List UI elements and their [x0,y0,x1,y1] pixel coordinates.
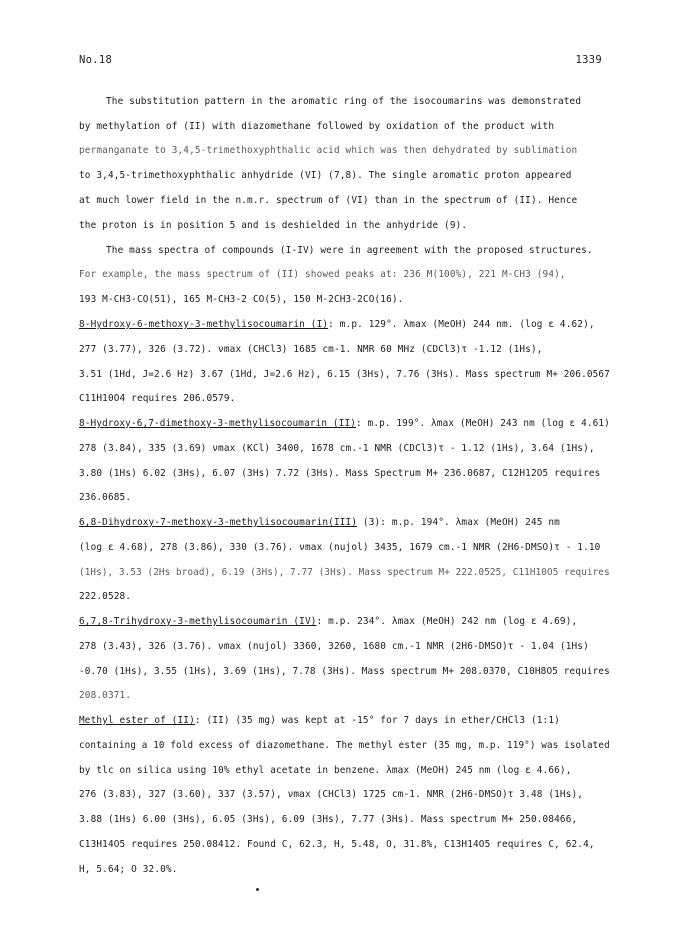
paragraph-line: permanganate to 3,4,5-trimethoxyphthalic acid which was then dehydrated by sublimation [79,145,578,156]
compound-name: 6,7,8-Trihydroxy-3-methylisocoumarin (IV) [79,616,317,627]
paragraph-line: 193 M-CH3-CO(51), 165 M-CH3-2 CO(5), 150 M-2CH3-2CO(16). [79,294,404,305]
compound-entry-line: Methyl ester of (II): (II) (35 mg) was kept at -15° for 7 days in ether/CHCl3 (1:1) [79,715,560,726]
compound-entry-line: 8-Hydroxy-6-methoxy-3-methylisocoumarin (I): m.p. 129°. λmax (MeOH) 244 nm. (log ε 4.62), [79,319,595,330]
compound-entry-line: C13H14O5 requires 250.08412. Found C, 62.3, H, 5.48, O, 31.8%, C13H14O5 requires C, 62.4, [79,839,595,850]
compound-entry-line: 3.51 (1Hd, J=2.6 Hz) 3.67 (1Hd, J=2.6 Hz), 6.15 (3Hs), 7.76 (3Hs). Mass spectrum M+ 206.0567 [79,369,610,380]
compound-entry-line: C11H10O4 requires 206.0579. [79,393,236,404]
compound-entry-line: 3.80 (1Hs) 6.02 (3Hs), 6.07 (3Hs) 7.72 (3Hs). Mass Spectrum M+ 236.0687, C12H12O5 requires [79,468,601,479]
journal-issue: No.18 [79,54,113,66]
paragraph-line: to 3,4,5-trimethoxyphthalic anhydride (VI) (7,8). The single aromatic proton appeared [79,170,572,181]
compound-name: Methyl ester of (II) [79,715,195,726]
paragraph-line: the proton is in position 5 and is deshielded in the anhydride (9). [79,220,468,231]
paragraph-line: at much lower field in the n.m.r. spectrum of (VI) than in the spectrum of (II). Hence [79,195,578,206]
compound-entry-line: H, 5.64; O 32.0%. [79,864,178,875]
paragraph-line: by methylation of (II) with diazomethane followed by oxidation of the product with [79,121,555,132]
compound-entry-line: 278 (3.84), 335 (3.69) νmax (KCl) 3400, 1678 cm.-1 NMR (CDCl3)τ - 1.12 (1Hs), 3.64 (1Hs), [79,443,595,454]
compound-entry-line: 278 (3.43), 326 (3.76). νmax (nujol) 3360, 3260, 1680 cm.-1 NMR (2H6-DMSO)τ - 1.04 (1Hs) [79,641,589,652]
compound-entry-line: 6,8-Dihydroxy-7-methoxy-3-methylisocoumarin(III) (3): m.p. 194°. λmax (MeOH) 245 nm [79,517,560,528]
compound-entry-line: 236.0685. [79,492,132,503]
paragraph-line: The mass spectra of compounds (I-IV) were in agreement with the proposed structures. [106,245,593,256]
compound-name: 8-Hydroxy-6,7-dimethoxy-3-methylisocoumarin (II) [79,418,357,429]
page-number: 1339 [575,54,602,66]
paragraph-line: The substitution pattern in the aromatic ring of the isocoumarins was demonstrated [106,96,582,107]
compound-entry-line: (log ε 4.68), 278 (3.86), 330 (3.76). νmax (nujol) 3435, 1679 cm.-1 NMR (2H6-DMSO)τ - 1.10 [79,542,601,553]
compound-entry-line: by tlc on silica using 10% ethyl acetate in benzene. λmax (MeOH) 245 nm (log ε 4.66), [79,765,572,776]
compound-entry-line: 277 (3.77), 326 (3.72). νmax (CHCl3) 1685 cm-1. NMR 60 MHz (CDCl3)τ -1.12 (1Hs), [79,344,543,355]
compound-entry-line: 276 (3.83), 327 (3.60), 337 (3.57), νmax (CHCl3) 1725 cm-1. NMR (2H6-DMSO)τ 3.48 (1Hs), [79,789,584,800]
compound-entry-line: 6,7,8-Trihydroxy-3-methylisocoumarin (IV): m.p. 234°. λmax (MeOH) 242 nm (log ε 4.69), [79,616,578,627]
compound-entry-line: 222.0528. [79,591,132,602]
compound-entry-line: 8-Hydroxy-6,7-dimethoxy-3-methylisocoumarin (II): m.p. 199°. λmax (MeOH) 243 nm (log ε 4.61) [79,418,610,429]
compound-entry-line: (1Hs), 3.53 (2Hs broad), 6.19 (3Hs), 7.77 (3Hs). Mass spectrum M+ 222.0525, C11H10O5 requires [79,567,610,578]
compound-entry-line: containing a 10 fold excess of diazomethane. The methyl ester (35 mg, m.p. 119°) was isolated [79,740,610,751]
ink-dot [256,888,259,891]
compound-entry-line: -0.70 (1Hs), 3.55 (1Hs), 3.69 (1Hs), 7.78 (3Hs). Mass spectrum M+ 208.0370, C10H8O5 requires [79,666,610,677]
compound-name: 6,8-Dihydroxy-7-methoxy-3-methylisocoumarin(III) [79,517,358,528]
compound-name: 8-Hydroxy-6-methoxy-3-methylisocoumarin (I) [79,319,329,330]
compound-entry-line: 3.88 (1Hs) 6.00 (3Hs), 6.05 (3Hs), 6.09 (3Hs), 7.77 (3Hs). Mass spectrum M+ 250.08466, [79,814,578,825]
compound-entry-line: 208.0371. [79,690,132,701]
paragraph-line: For example, the mass spectrum of (II) showed peaks at: 236 M(100%), 221 M-CH3 (94), [79,269,566,280]
